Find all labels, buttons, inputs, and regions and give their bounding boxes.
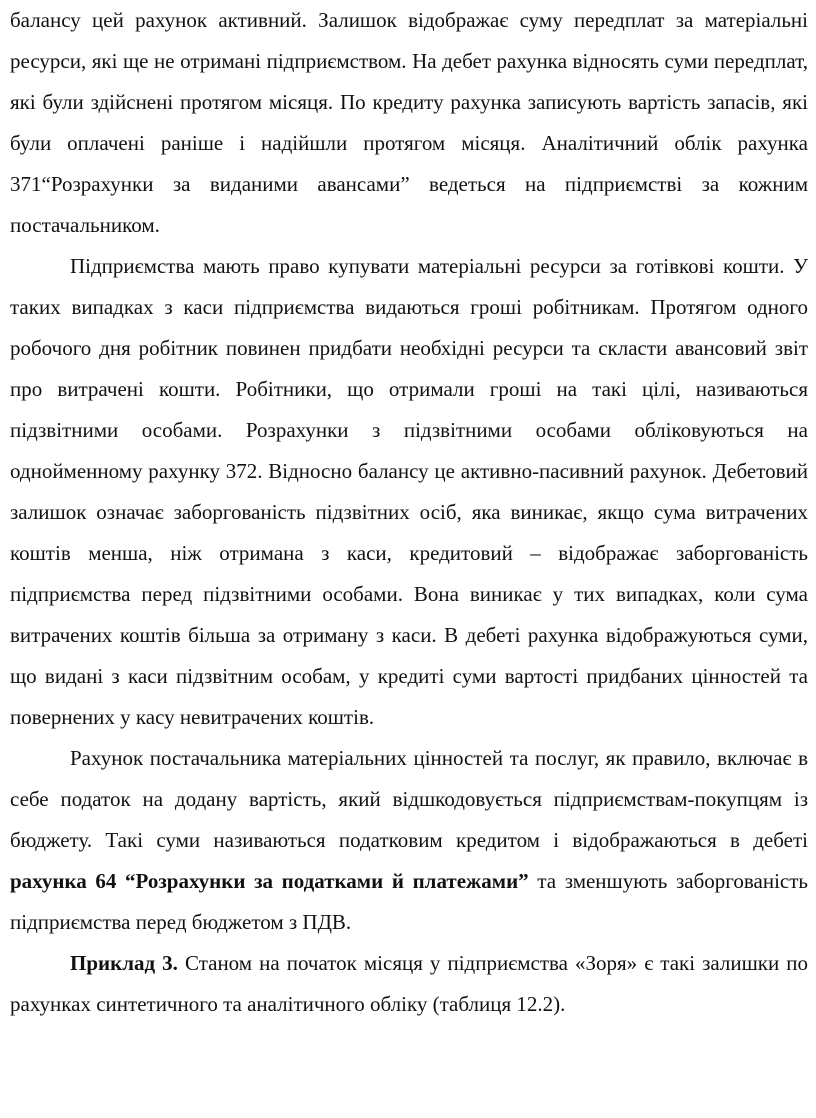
account-64-bold: рахунка 64 “Розрахунки за податками й платежами” xyxy=(10,869,529,893)
paragraph-vat-credit xyxy=(10,738,808,943)
paragraph-account-371: балансу цей рахунок активний. Залишок відображає суму передплат за матеріальні ресурси, які ще не отримані підприємством. На дебет рахунка відносять суми передплат, які були здійснені протягом місяця. По кредиту рахунка записують вартість запасів, які були оплачені раніше і надійшли протягом місяця. Аналітичний облік рахунка 371“Розрахунки за виданими авансами” ведеться на підприємстві за кожним постачальником. xyxy=(10,8,808,237)
paragraph-accountable-persons: Підприємства мають право купувати матеріальні ресурси за готівкові кошти. У таких випадках з каси підприємства видаються гроші робітникам. Протягом одного робочого дня робітник повинен придбати необхідні ресурси та скласти авансовий звіт про витрачені кошти. Робітники, що отримали гроші на такі цілі, називаються підзвітними особами. Розрахунки з підзвітними особами обліковуються на однойменному рахунку 372. Відносно балансу це активно-пасивний рахунок. Дебетовий залишок означає заборгованість підзвітних осіб, яка виникає, якщо сума витрачених коштів менша, ніж отримана з каси, кредитовий – відображає заборгованість підприємства перед підзвітними особами. Вона виникає у тих випадках, коли сума витрачених коштів більша за отриману з каси. В дебеті рахунка відображуються суми, що видані з каси підзвітним особам, у кредиті суми вартості придбаних цінностей та повернених у касу невитрачених коштів. xyxy=(10,254,808,729)
document-page xyxy=(10,0,808,1025)
example-3-text: Станом на початок місяця у підприємства «Зоря» є такі залишки по рахунках синтетичного та аналітичного обліку (таблиця 12.2). xyxy=(10,951,809,1016)
paragraph-example-3 xyxy=(10,943,808,1025)
vat-text-after: та зменшують заборгованість підприємства перед бюджетом з ПДВ. xyxy=(10,869,809,934)
example-3-label: Приклад 3. xyxy=(70,951,178,975)
vat-text-before: Рахунок постачальника матеріальних цінностей та послуг, як правило, включає в себе податок на додану вартість, який відшкодовується підприємствам-покупцям із бюджету. Такі суми називаються податковим кредитом і відображаються в дебеті xyxy=(10,746,808,852)
